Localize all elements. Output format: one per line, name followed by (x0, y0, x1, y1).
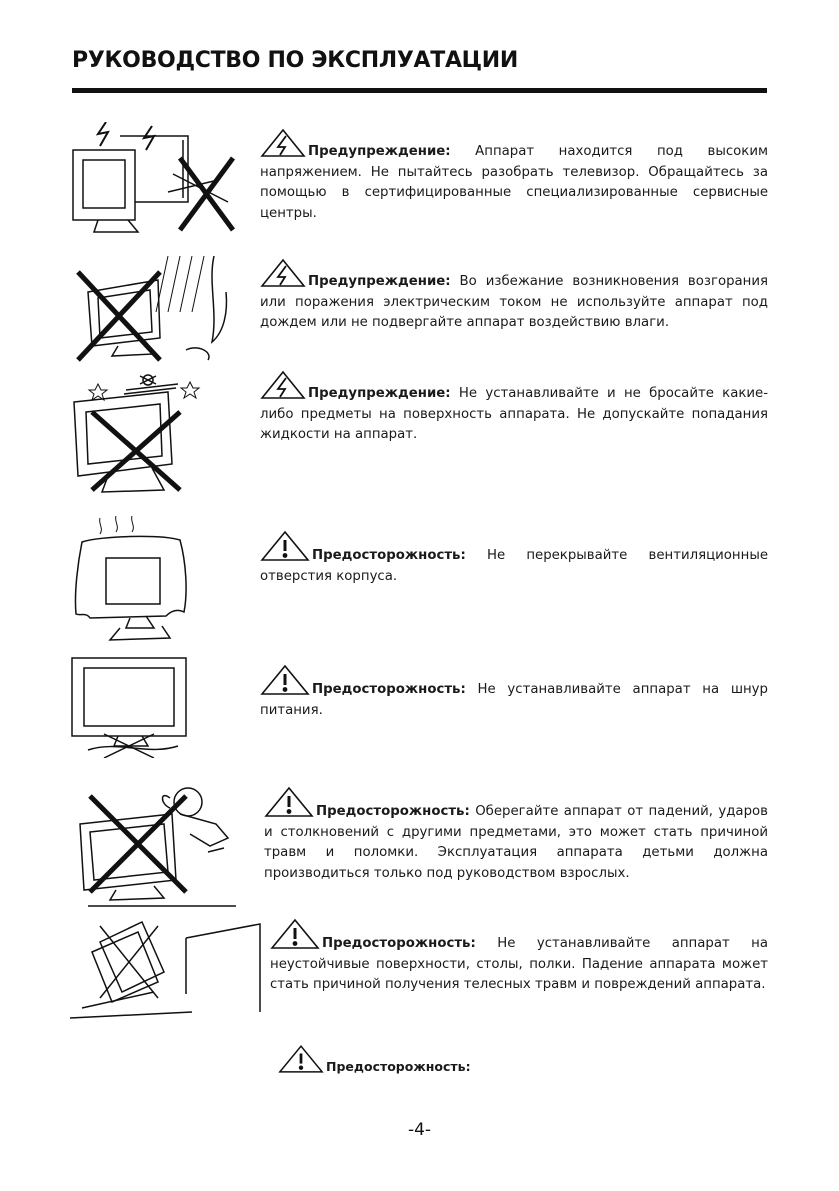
note-text: Во избежание возникновения возгорания или поражения электрическим током не используйте аппарат под дождем или не подвергайте аппарат воздействию влаги. (260, 274, 768, 330)
note-text: Аппарат находится под высоким напряжением. Не пытайтесь разобрать телевизор. Обращайтесь за помощью в сертифицированные специализированные сервисные центры. (260, 144, 768, 221)
note-text: Не устанавливайте и не бросайте какие-либо предметы на поверхность аппарата. Не допускайте попадания жидкости на аппарат. (260, 386, 768, 442)
caution-exclamation-icon (260, 530, 310, 562)
caution-exclamation-icon (278, 1044, 324, 1074)
note-label: Предосторожность: (312, 682, 466, 697)
note-high-voltage (260, 128, 768, 224)
note-label: Предосторожность: (326, 1059, 471, 1074)
high-voltage-warning-icon (260, 370, 306, 400)
note-rain-moisture (260, 258, 768, 334)
note-text: Не устанавливайте аппарат на шнур питания. (260, 682, 768, 718)
note-label: Предупреждение: (308, 386, 451, 401)
page-number: -4- (407, 1120, 432, 1140)
illustration-rain-moisture (68, 252, 238, 364)
caution-exclamation-icon (264, 786, 314, 818)
caution-exclamation-icon (270, 918, 320, 950)
illustration-objects-on-top (68, 372, 238, 500)
note-unstable-surfaces (270, 918, 768, 996)
illustration-disassembly-shock (68, 122, 238, 240)
high-voltage-warning-icon (260, 258, 306, 288)
note-caution-trailing (278, 1044, 578, 1078)
high-voltage-warning-icon (260, 128, 306, 158)
note-label: Предосторожность: (316, 804, 470, 819)
title-underline (72, 88, 767, 93)
illustration-covered-vents (70, 512, 220, 642)
note-text: Не устанавливайте аппарат на неустойчивые поверхности, столы, полки. Падение аппарата может стать причиной получения телесных травм и повреждений аппарата. (270, 936, 768, 992)
note-impacts-children (264, 786, 768, 884)
note-text: Не перекрывайте вентиляционные отверстия корпуса. (260, 548, 768, 584)
note-label: Предосторожность: (322, 936, 476, 951)
note-label: Предупреждение: (308, 274, 451, 289)
illustration-child-fall (60, 780, 250, 910)
note-ventilation (260, 530, 768, 587)
note-power-cord (260, 664, 768, 721)
note-label: Предупреждение: (308, 144, 451, 159)
page-title: РУКОВОДСТВО ПО ЭКСПЛУАТАЦИИ (72, 48, 519, 73)
note-objects-liquids (260, 370, 768, 446)
caution-exclamation-icon (260, 664, 310, 696)
illustration-power-cord (68, 654, 218, 758)
note-text: Оберегайте аппарат от падений, ударов и столкновений с другими предметами, это может стать причиной травм и поломки. Эксплуатация аппарата детьми должна производиться только под руководством взрослых. (264, 804, 768, 881)
note-label: Предосторожность: (312, 548, 466, 563)
illustration-unstable-surface (62, 912, 262, 1024)
